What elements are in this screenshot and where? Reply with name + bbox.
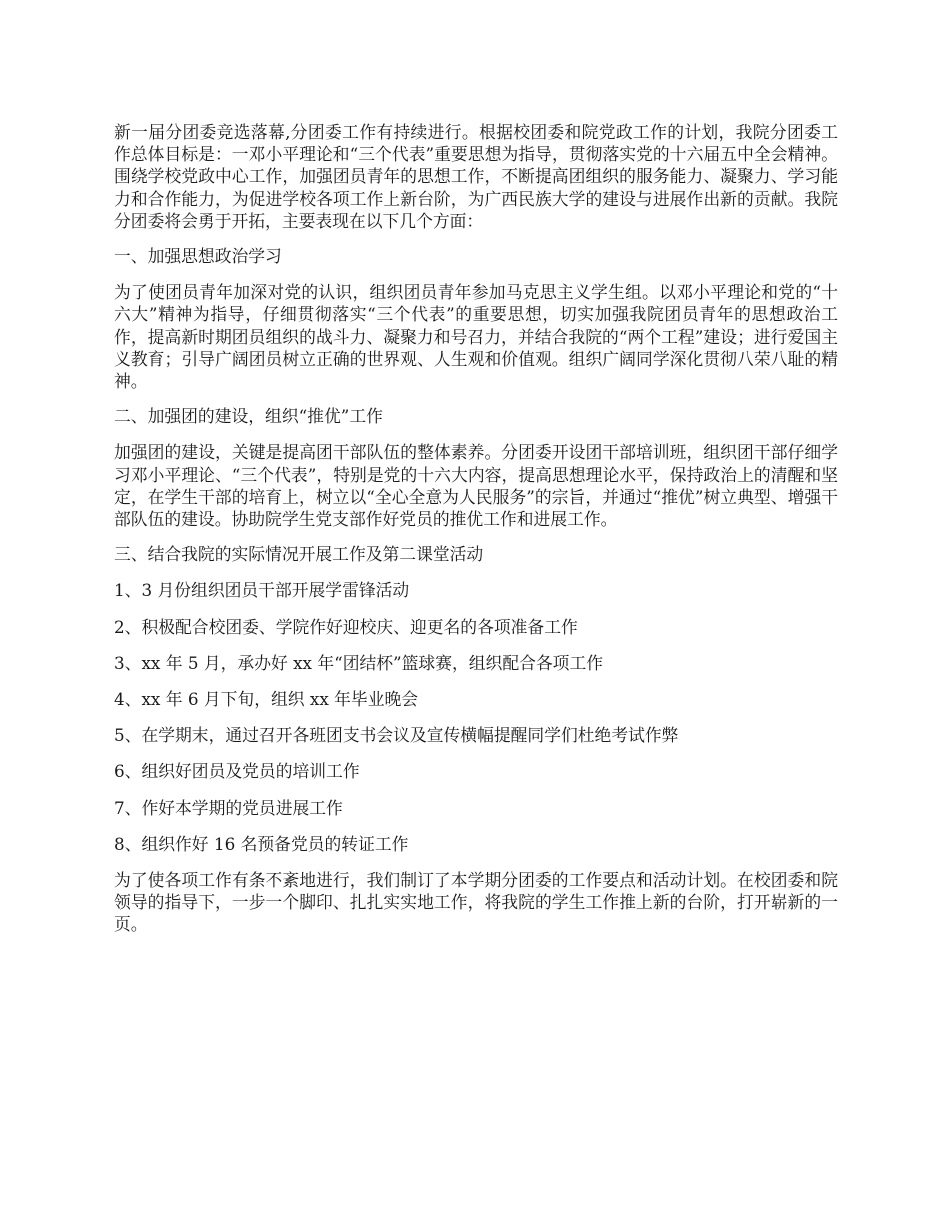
list-item: 5、在学期末，通过召开各班团支书会议及宣传横幅提醒同学们杜绝考试作弊 — [114, 725, 679, 746]
list-item: 2、积极配合校团委、学院作好迎校庆、迎更名的各项准备工作 — [114, 616, 578, 637]
list-item: 7、作好本学期的党员进展工作 — [114, 797, 343, 818]
conclusion-paragraph: 为了使各项工作有条不紊地进行，我们制订了本学期分团委的工作要点和活动计划。在校团委和院领导的指导下，一步一个脚印、扎扎实实地工作，将我院的学生工作推上新的台阶，打开崭新的一页。 — [114, 870, 838, 935]
section-body-1: 为了使团员青年加深对党的认识，组织团员青年参加马克思主义学生组。以邓小平理论和党的“十六大”精神为指导，仔细贯彻落实“三个代表”的重要思想，切实加强我院团员青年的思想政治工作，提高新时期团员组织的战斗力、凝聚力和号召力，并结合我院的“两个工程”建设；进行爱国主义教育；引导广阔团员树立正确的世界观、人生观和价值观。组织广阔同学深化贯彻八荣八耻的精神。 — [114, 282, 838, 392]
section-heading-1: 一、加强思想政治学习 — [114, 246, 282, 267]
list-item: 6、组织好团员及党员的培训工作 — [114, 761, 360, 782]
section-heading-2: 二、加强团的建设，组织“推优”工作 — [114, 406, 383, 427]
list-item: 8、组织作好 16 名预备党员的转证工作 — [114, 833, 409, 854]
intro-paragraph: 新一届分团委竞选落幕,分团委工作有持续进行。根据校团委和院党政工作的计划，我院分团委工作总体目标是：一邓小平理论和“三个代表”重要思想为指导，贯彻落实党的十六届五中全会精神。围绕学校党政中心工作，加强团员青年的思想工作，不断提高团组织的服务能力、凝聚力、学习能力和合作能力，为促进学校各项工作上新台阶，为广西民族大学的建设与进展作出新的贡献。我院分团委将会勇于开拓，主要表现在以下几个方面： — [114, 122, 838, 231]
section-heading-3: 三、结合我院的实际情况开展工作及第二课堂活动 — [114, 544, 484, 565]
document-body — [114, 121, 838, 949]
list-item: 1、3 月份组织团员干部开展学雷锋活动 — [114, 580, 410, 601]
list-item: 3、xx 年 5 月，承办好 xx 年“团结杯”篮球赛，组织配合各项工作 — [114, 652, 604, 673]
section-body-2: 加强团的建设，关键是提高团干部队伍的整体素养。分团委开设团干部培训班，组织团干部仔细学习邓小平理论、“三个代表”，特别是党的十六大内容，提高思想理论水平，保持政治上的清醒和坚定，在学生干部的培育上，树立以“全心全意为人民服务”的宗旨，并通过“推优”树立典型、增强干部队伍的建设。协助院学生党支部作好党员的推优工作和进展工作。 — [114, 442, 838, 530]
list-item: 4、xx 年 6 月下旬，组织 xx 年毕业晚会 — [114, 689, 419, 710]
